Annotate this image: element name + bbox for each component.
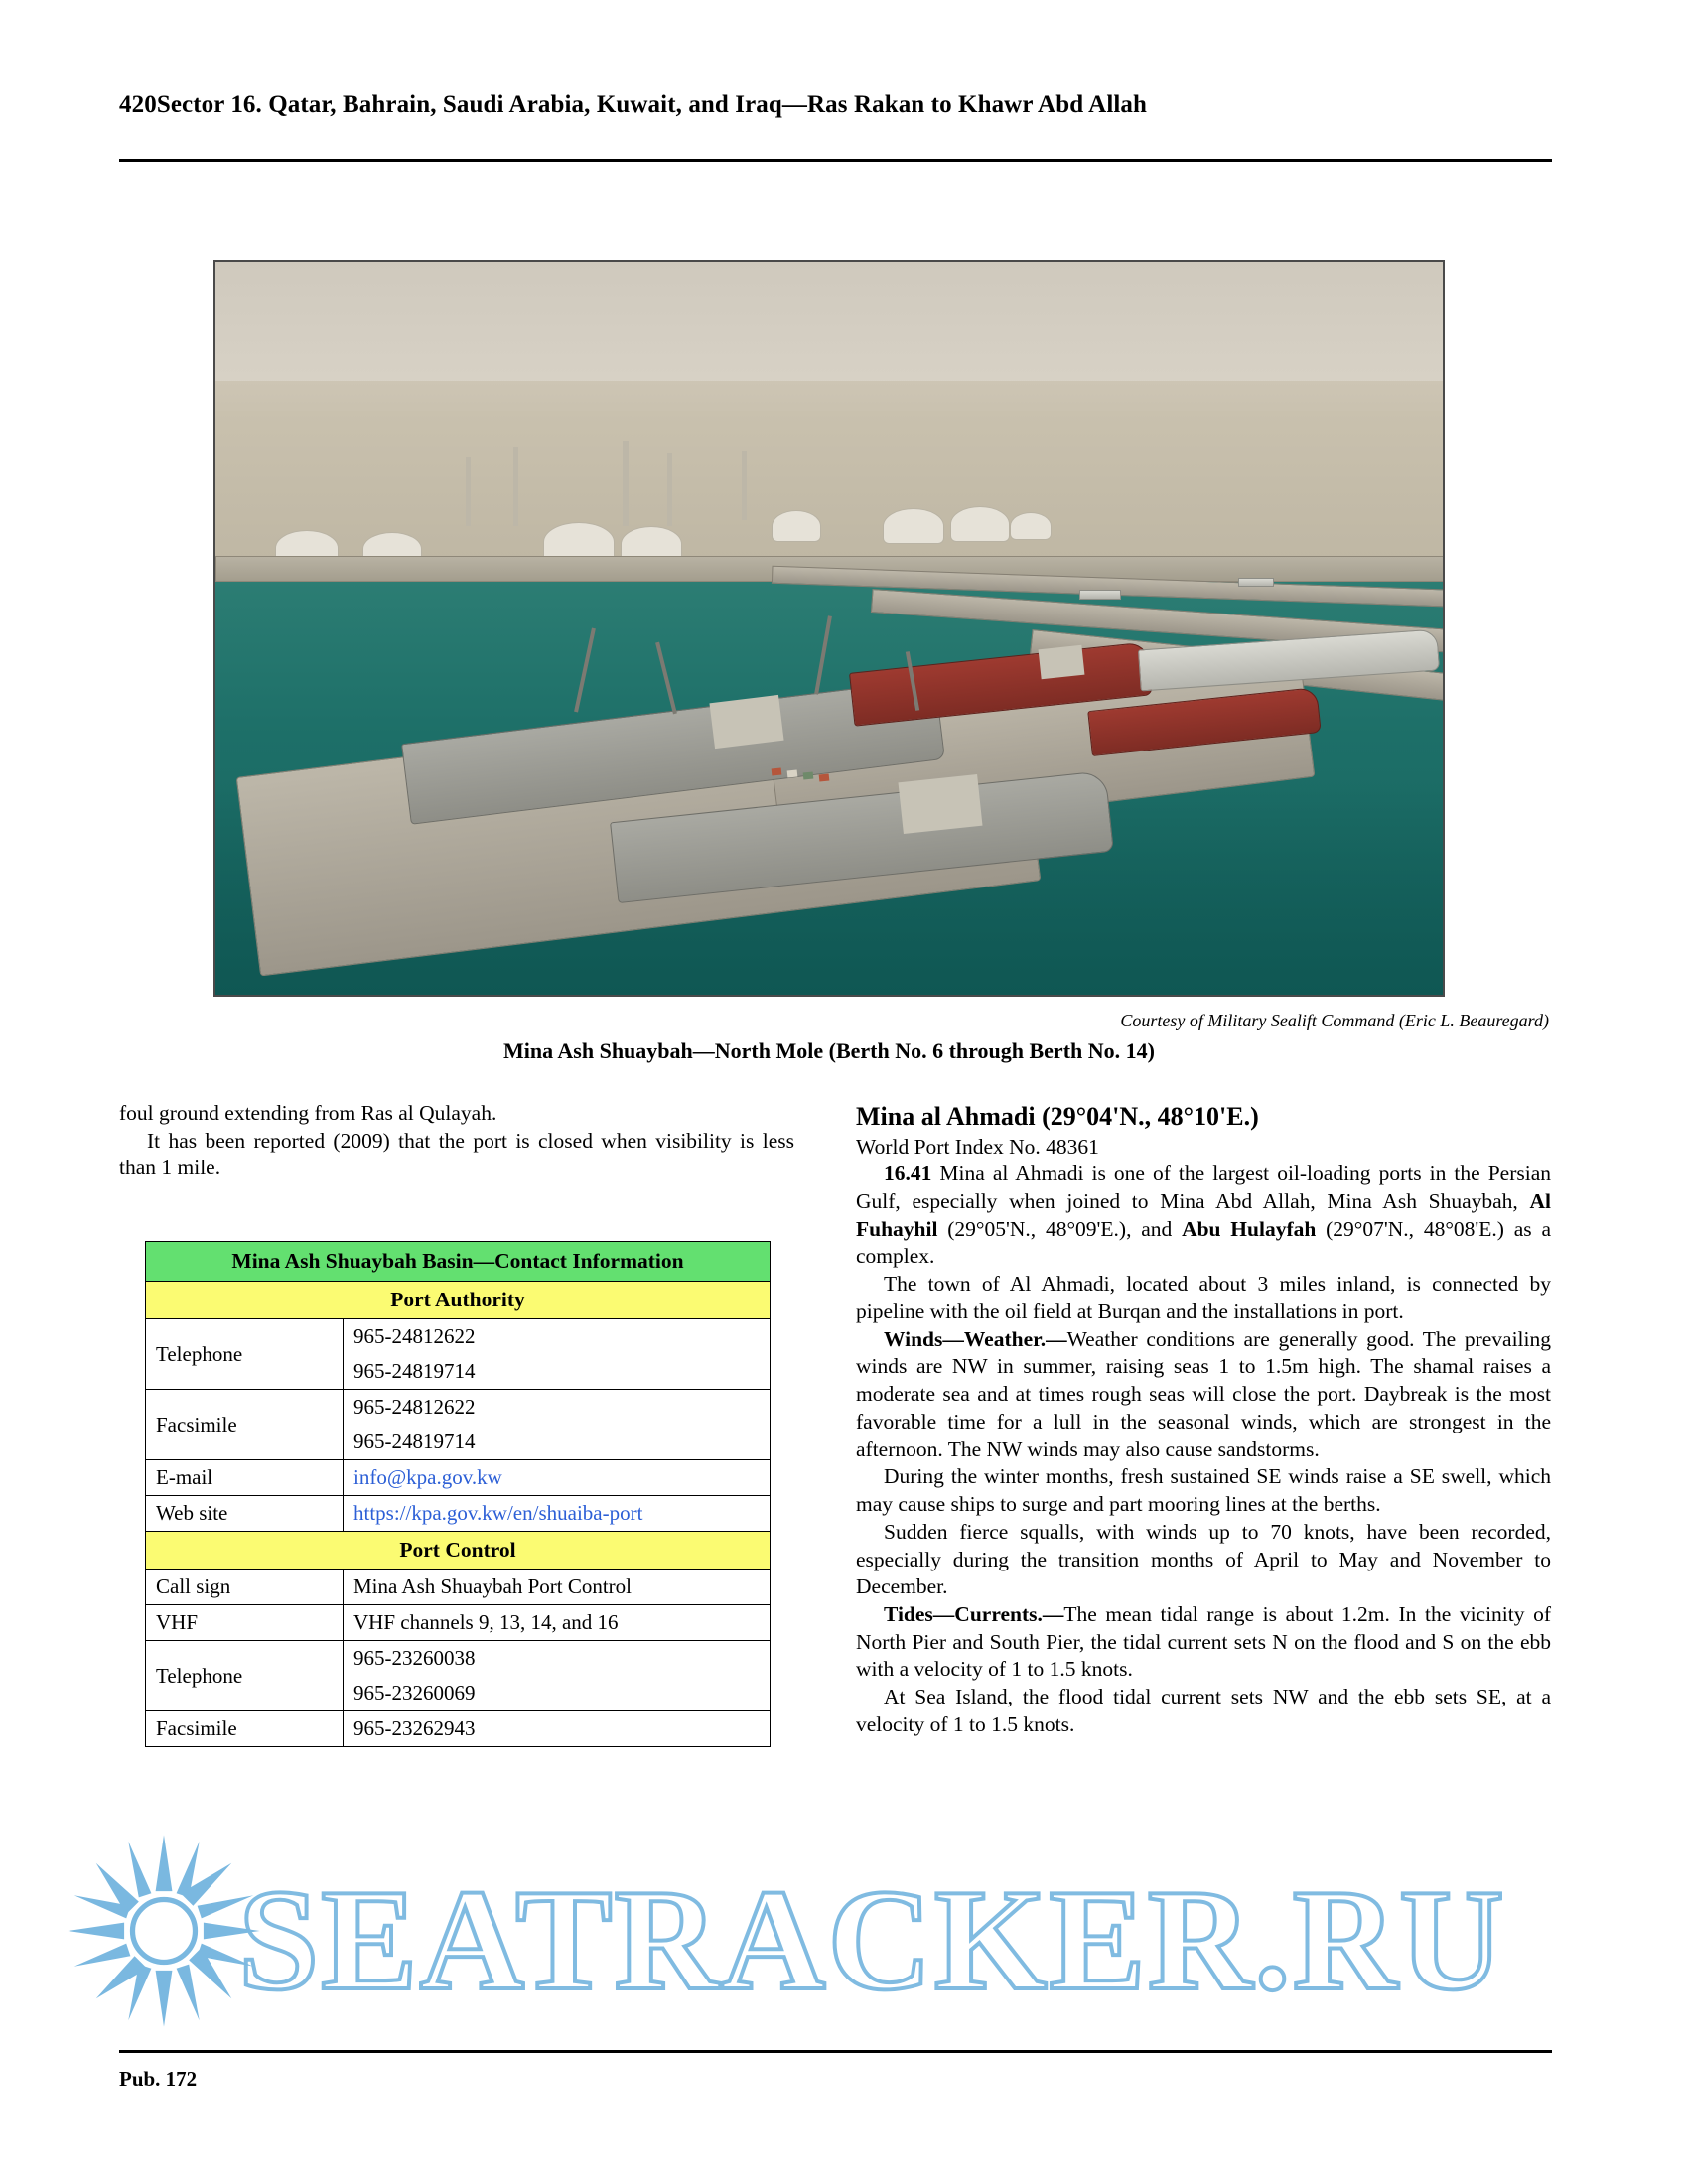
row-value: 965-24812622 [344,1319,771,1355]
website-link[interactable]: https://kpa.gov.kw/en/shuaiba-port [344,1496,771,1532]
row-label: Web site [146,1496,344,1532]
photo-tank [950,506,1010,542]
paragraph-squalls: Sudden fierce squalls, with winds up to 70 knots, have been recorded, especially during the transition months of April to May and November to December. [856,1519,1551,1599]
paragraph-number: 16.41 [884,1161,932,1186]
right-column [856,1100,1551,1739]
place-name-al-fuhayhil: Al Fuhayhil [856,1189,1551,1241]
photo-caption: Mina Ash Shuaybah—North Mole (Berth No. 6 through Berth No. 14) [503,1038,1155,1063]
publication-label: Pub. 172 [119,2067,198,2091]
page-number: 420 [119,91,157,118]
photo-stack [742,451,747,520]
table-row [146,1570,771,1605]
photo-stack [667,453,672,526]
photo-stack [513,447,518,526]
paragraph-text: (29°05'N., 48°09'E.), and [937,1216,1183,1241]
row-label: Call sign [146,1570,344,1605]
table-row [146,1390,771,1426]
paragraph-sea-island: At Sea Island, the flood tidal current sets NW and the ebb sets SE, at a velocity of 1 to 1.5 knots. [856,1685,1551,1736]
photo-container [803,771,814,779]
left-paragraph-2: It has been reported (2009) that the port is closed when visibility is less than 1 mile. [119,1128,794,1180]
photo-sky [215,262,1443,391]
table-section-port-authority [146,1282,771,1319]
paragraph-text: The mean tidal range is about 1.2m. In the vicinity of North Pier and South Pier, the tidal current sets N on the flood and S on the ebb with a velocity of 1 to 1.5 knots. [856,1602,1551,1682]
table-row [146,1496,771,1532]
table-row [146,1605,771,1641]
paragraph-tides-currents [856,1601,1551,1684]
row-label: VHF [146,1605,344,1641]
row-value: Mina Ash Shuaybah Port Control [344,1570,771,1605]
row-value: 965-24819714 [344,1354,771,1390]
row-value: 965-23262943 [344,1711,771,1747]
paragraph-text: Weather conditions are generally good. The prevailing winds are NW in summer, raising seas 1 to 1.5m high. The shamal raises a moderate sea and at times rough seas will close the port. Daybreak is the most favorable time for a lull in the seasonal winds, which are strongest in the afternoon. The NW winds may also cause sandstorms. [856,1326,1551,1461]
paragraph-text: (29°07'N., 48°08'E.) as a complex. [856,1216,1552,1269]
photo-tank [772,510,821,542]
row-value: 965-24812622 [344,1390,771,1426]
paragraph-winds-weather [856,1326,1551,1464]
sun-burst-icon [60,1827,268,2035]
photo-stack [466,457,471,526]
watermark-text: SEATRACKER.RU [238,1859,1506,2020]
subheading-tides-currents: Tides—Currents.— [884,1602,1064,1627]
section-heading: Mina al Ahmadi (29°04'N., 48°10'E.) [856,1102,1259,1131]
photo-tank [883,508,944,544]
photo-credit: Courtesy of Military Sealift Command (Eric L. Beauregard) [1120,1011,1549,1030]
table-row [146,1711,771,1747]
page-header [119,91,1569,119]
table-title: Mina Ash Shuaybah Basin—Contact Information [146,1242,771,1282]
photo-small-boat [1238,578,1274,587]
paragraph-16-41 [856,1160,1551,1271]
footer-divider [119,2050,1552,2053]
section-label: Port Control [146,1532,771,1570]
photo-container [819,773,830,781]
paragraph-town: The town of Al Ahmadi, located about 3 miles inland, is connected by pipeline with the oil field at Burqan and the installations in port. [856,1272,1551,1323]
row-label: E-mail [146,1460,344,1496]
left-paragraph-1: foul ground extending from Ras al Qulayah. [119,1101,497,1125]
row-value: 965-23260038 [344,1641,771,1677]
email-link[interactable]: info@kpa.gov.kw [344,1460,771,1496]
row-label: Telephone [146,1641,344,1711]
row-value: VHF channels 9, 13, 14, and 16 [344,1605,771,1641]
table-row [146,1319,771,1355]
row-value: 965-24819714 [344,1425,771,1460]
header-divider [119,159,1552,162]
place-name-abu-hulayfah: Abu Hulayfah [1182,1216,1317,1241]
photo-small-boat [1079,590,1121,600]
photo-container [772,767,782,775]
photo-tank [1010,512,1052,540]
table-section-port-control [146,1532,771,1570]
port-photograph [213,260,1445,997]
row-label: Facsimile [146,1390,344,1460]
row-label: Telephone [146,1319,344,1390]
table-row [146,1460,771,1496]
table-title-row [146,1242,771,1282]
photo-superstructure [709,695,783,749]
world-port-index: World Port Index No. 48361 [856,1134,1099,1159]
photo-container [787,769,798,777]
section-label: Port Authority [146,1282,771,1319]
photo-superstructure [899,774,983,834]
row-value: 965-23260069 [344,1676,771,1711]
paragraph-winter: During the winter months, fresh sustained SE winds raise a SE swell, which may cause ships to surge and part mooring lines at the berths. [856,1464,1551,1517]
photo-stack [623,441,629,526]
photo-superstructure [1039,645,1085,679]
contact-information-table [145,1241,771,1747]
left-column [119,1100,794,1182]
paragraph-text: Mina al Ahmadi is one of the largest oil-loading ports in the Persian Gulf, especially when joined to Mina Abd Allah, Mina Ash Shuaybah, [856,1161,1551,1213]
table-row [146,1641,771,1677]
row-label: Facsimile [146,1711,344,1747]
header-title: Sector 16. Qatar, Bahrain, Saudi Arabia, Kuwait, and Iraq—Ras Rakan to Khawr Abd Allah [156,91,1148,118]
subheading-winds-weather: Winds—Weather.— [884,1326,1067,1351]
